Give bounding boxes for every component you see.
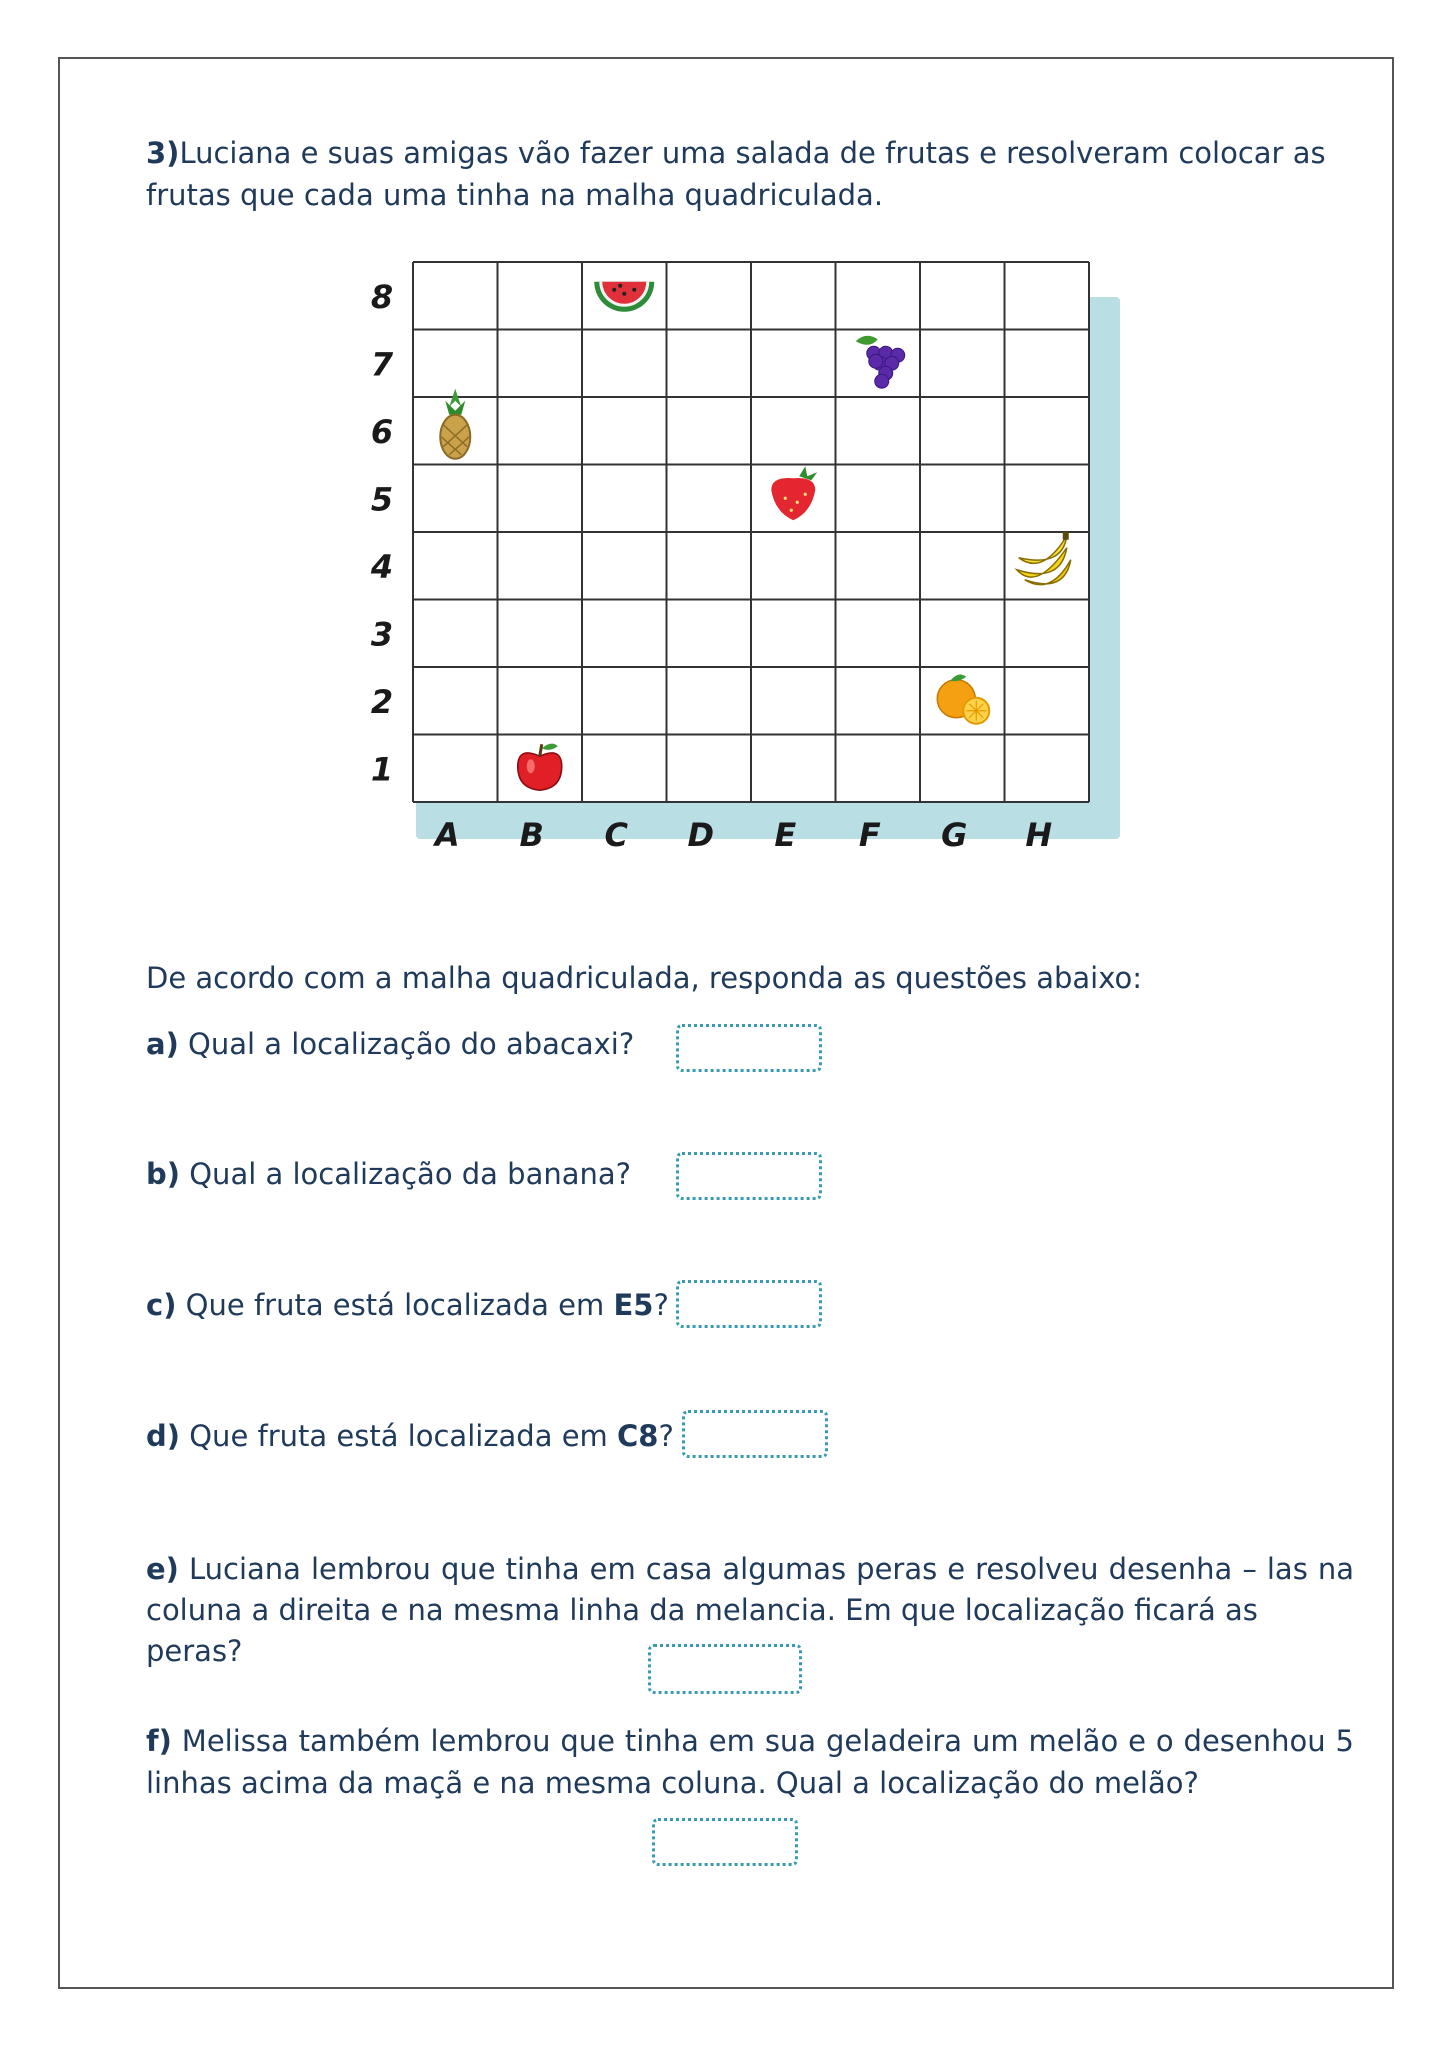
column-label: B: [519, 816, 544, 854]
answer-box-f[interactable]: [652, 1818, 798, 1866]
column-label: G: [941, 816, 968, 854]
row-label: 8: [370, 277, 394, 316]
row-label: 5: [370, 480, 394, 519]
row-label: 4: [370, 547, 394, 586]
item-b: b) Qual a localização da banana?: [146, 1157, 632, 1191]
instruction-text: De acordo com a malha quadriculada, responda as questões abaixo:: [146, 961, 1143, 995]
item-f-line2: linhas acima da maçã e na mesma coluna. Qual a localização do melão?: [146, 1766, 1199, 1800]
row-label: 3: [370, 615, 394, 654]
fruit-grid: [370, 255, 1130, 875]
item-e-line2: coluna a direita e na mesma linha da melancia. Em que localização ficará as peras?: [146, 1593, 1258, 1668]
grid-svg: [370, 255, 1130, 875]
question-intro-line1: 3)Luciana e suas amigas vão fazer uma salada de frutas e resolveram colocar as: [146, 136, 1326, 170]
question-number: 3): [146, 136, 180, 170]
row-label: 7: [370, 345, 394, 384]
item-e-line1: e) Luciana lembrou que tinha em casa algumas peras e resolveu desenha – las na: [146, 1552, 1354, 1586]
answer-box-c[interactable]: [676, 1280, 822, 1328]
column-label: C: [604, 816, 628, 854]
item-f-line1: f) Melissa também lembrou que tinha em sua geladeira um melão e o desenhou 5: [146, 1724, 1354, 1758]
column-label: H: [1025, 816, 1053, 854]
item-c: c) Que fruta está localizada em E5?: [146, 1288, 669, 1322]
row-label: 2: [370, 682, 394, 721]
question-intro-line2: frutas que cada uma tinha na malha quadriculada.: [146, 178, 884, 212]
answer-box-a[interactable]: [676, 1024, 822, 1072]
answer-box-b[interactable]: [676, 1152, 822, 1200]
row-label: 1: [370, 750, 394, 789]
item-d: d) Que fruta está localizada em C8?: [146, 1419, 674, 1453]
column-label: E: [774, 816, 797, 854]
item-a: a) Qual a localização do abacaxi?: [146, 1027, 635, 1061]
column-label: F: [858, 816, 881, 854]
answer-box-d[interactable]: [682, 1410, 828, 1458]
row-label: 6: [370, 412, 394, 451]
column-label: A: [434, 816, 460, 854]
column-label: D: [687, 816, 715, 854]
answer-box-e[interactable]: [648, 1644, 802, 1694]
